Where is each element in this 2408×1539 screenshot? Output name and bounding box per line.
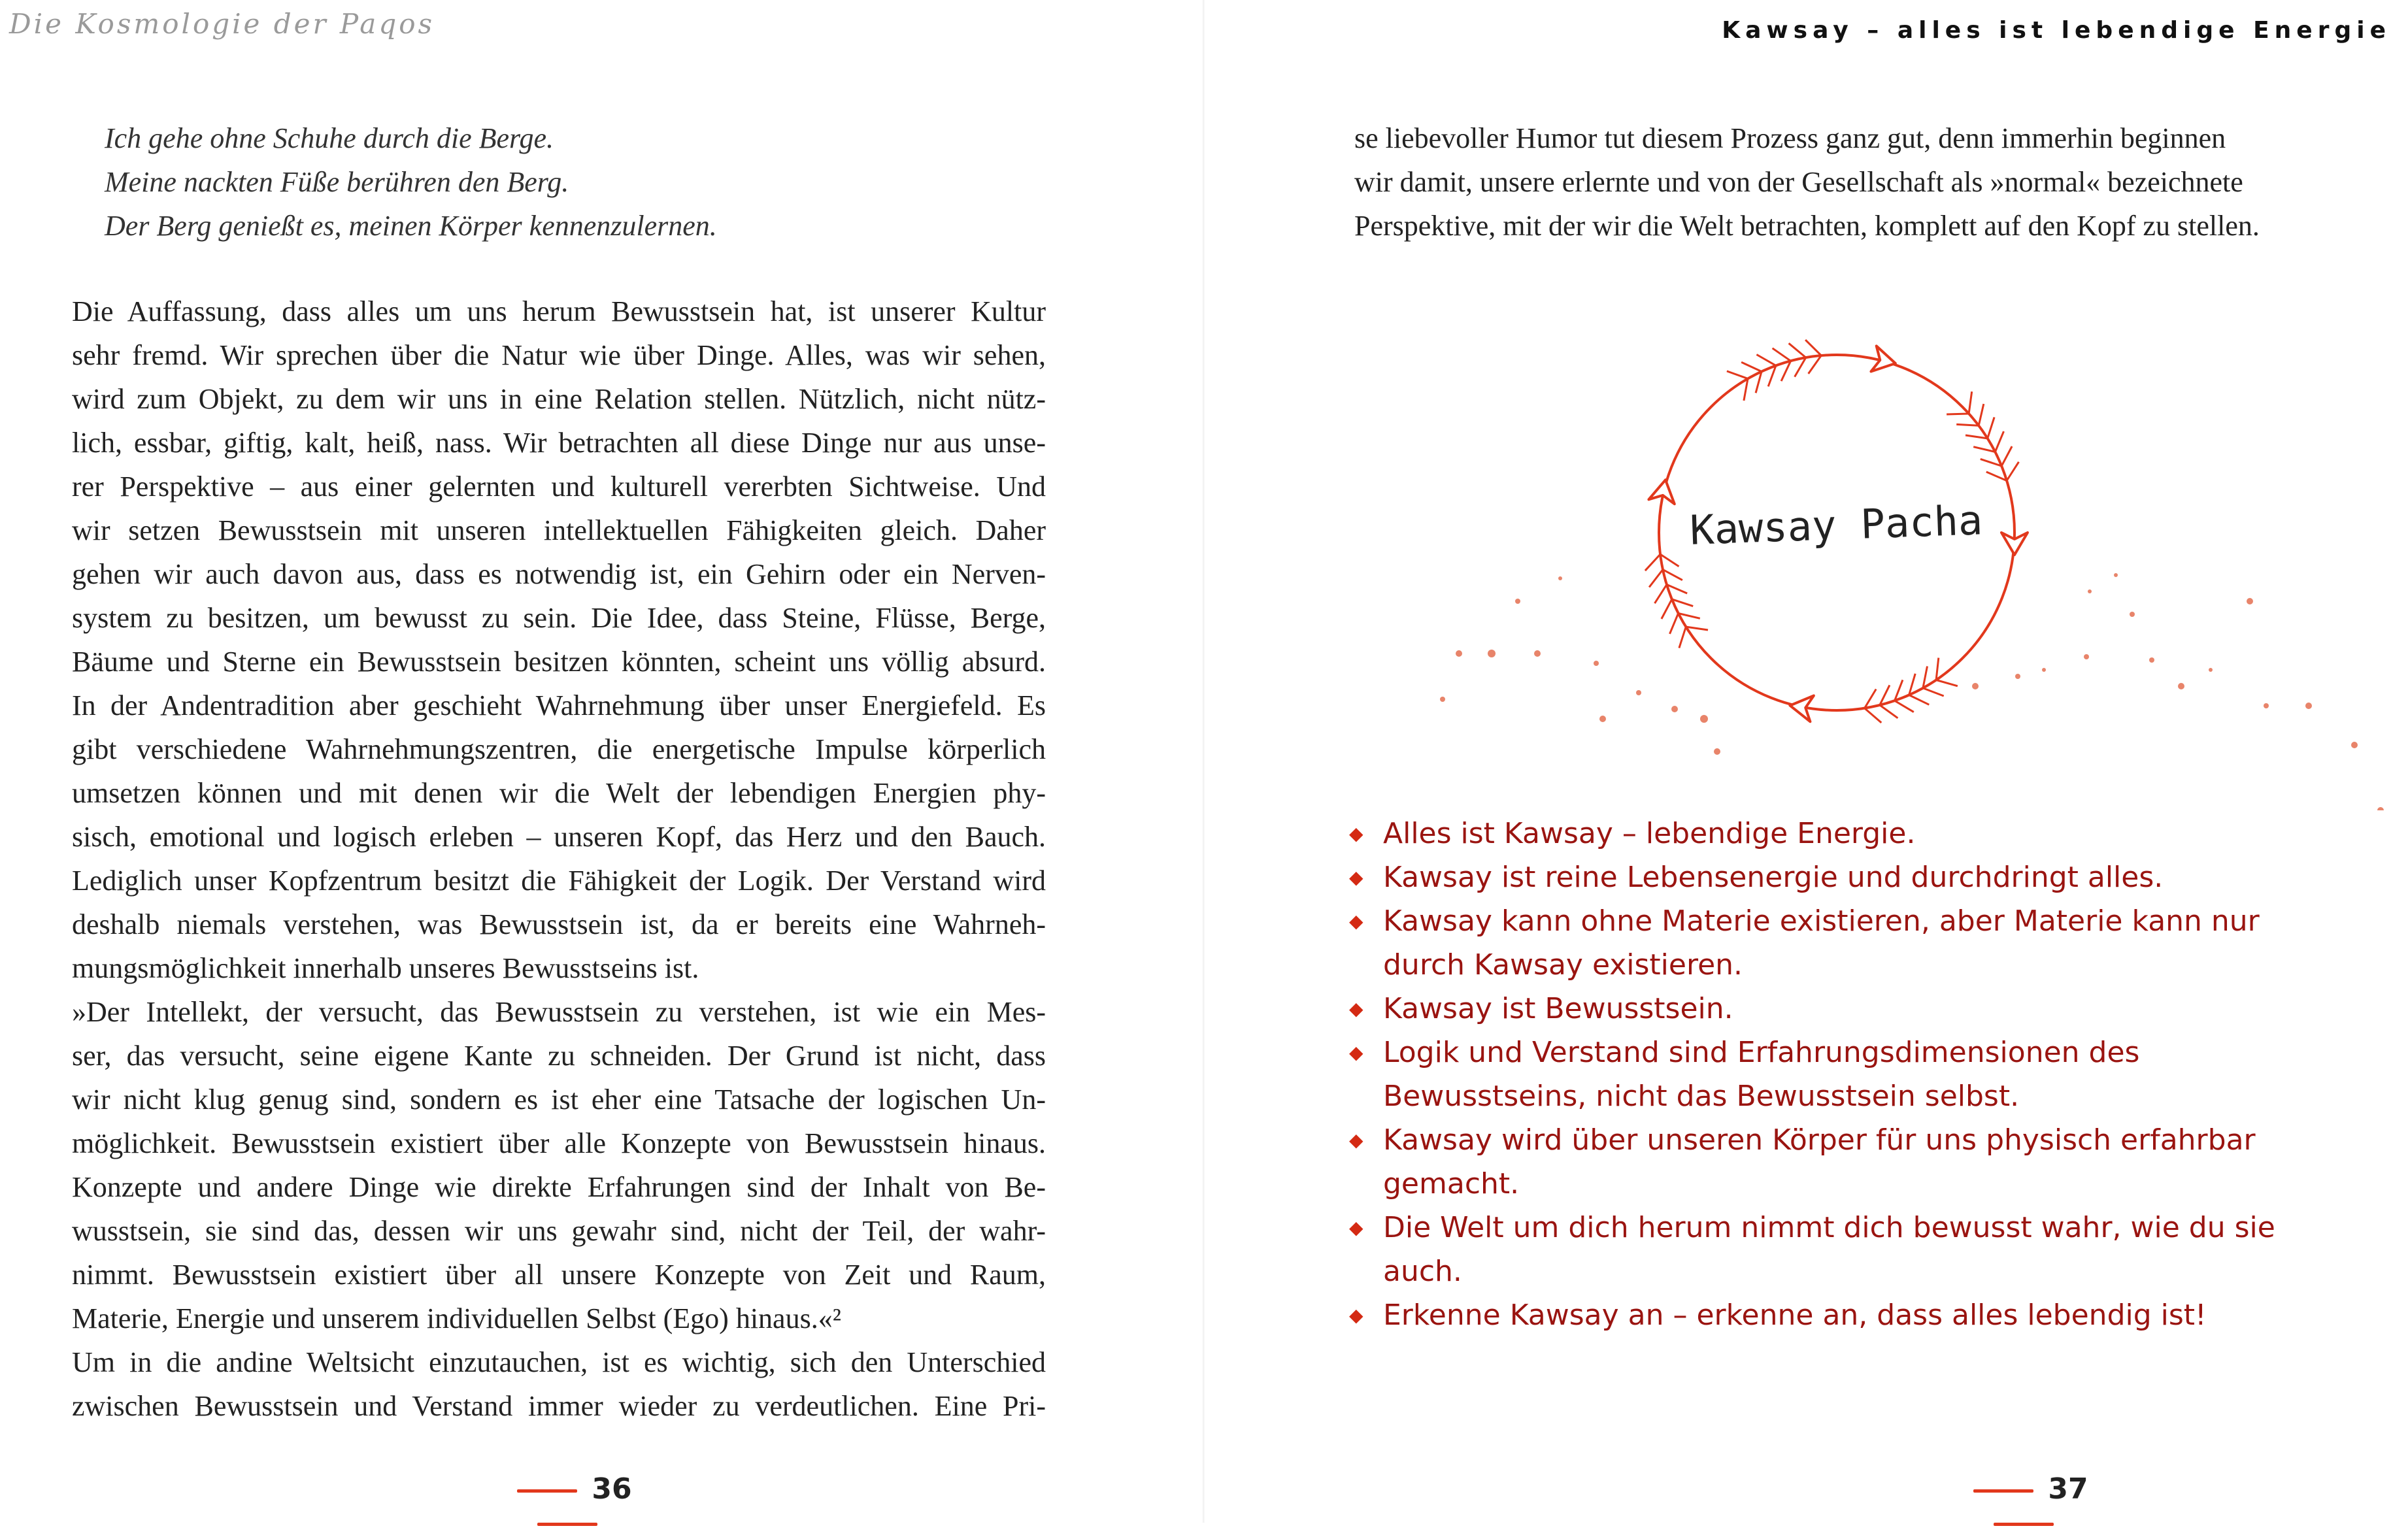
text-line: rer Perspektive – aus einer gelernten und kulturell vererbten Sichtweise. Und [72, 471, 1046, 503]
splatter-dot [2088, 589, 2092, 593]
text-line: Um in die andine Weltsicht einzutauchen, ist es wichtig, sich den Unterschied [72, 1346, 1046, 1378]
bullet-item [1349, 812, 2297, 855]
bullet-item [1349, 987, 2297, 1031]
bullet-list [1349, 812, 2297, 1337]
text-line: wir nicht klug genug sind, sondern es ist eher eine Tatsache der logischen Un- [72, 1084, 1046, 1116]
bullet-item [1349, 855, 2297, 899]
right-body-text [1354, 116, 2260, 248]
bullet-text: Kawsay ist Bewusstsein. [1383, 992, 1733, 1025]
splatter-dot [2178, 683, 2184, 689]
page-number: 36 [592, 1472, 632, 1506]
text-line: ser, das versucht, seine eigene Kante zu schneiden. Der Grund ist nicht, dass [72, 1040, 1046, 1072]
bullet-text: Kawsay kann ohne Materie existieren, aber Materie kann nur durch Kawsay existieren. [1383, 904, 2260, 982]
diamond-bullet-icon: ◆ [1349, 910, 1363, 932]
splatter-dot [1440, 697, 1445, 702]
text-line: Materie, Energie und unserem individuellen Selbst (Ego) hinaus.«² [72, 1302, 841, 1334]
page-number-right [1919, 1472, 2128, 1539]
bullet-text: Kawsay ist reine Lebensenergie und durchdringt alles. [1383, 861, 2164, 894]
splatter-dot [2264, 703, 2269, 708]
folio-dash [537, 1523, 597, 1526]
bullet-item [1349, 1293, 2297, 1337]
splatter-dot [1456, 650, 1462, 657]
text-line: mungsmöglichkeit innerhalb unseres Bewusstseins ist. [72, 952, 699, 984]
page-number-left [463, 1472, 672, 1539]
left-page [0, 0, 1204, 1523]
diamond-bullet-icon: ◆ [1349, 998, 1363, 1019]
splatter-dot [2305, 703, 2312, 709]
splatter-dot [2114, 573, 2118, 577]
text-line: Lediglich unser Kopfzentrum besitzt die Fähigkeit der Logik. Der Verstand wird [72, 865, 1046, 897]
diagram-label: Kawsay Pacha [1689, 496, 1984, 554]
running-title-right: Kawsay – alles ist lebendige Energie [1722, 17, 2391, 44]
splatter-dot [1972, 683, 1979, 689]
splatter-dot [1636, 690, 1641, 695]
arrow-icon [1645, 480, 1708, 648]
text-line: gibt verschiedene Wahrnehmungszentren, die energetische Impulse körperlich [72, 733, 1046, 765]
text-line: möglichkeit. Bewusstsein existiert über alle Konzepte von Bewusstsein hinaus. [72, 1127, 1046, 1159]
folio-dash [1994, 1523, 2054, 1526]
poem-line: Meine nackten Füße berühren den Berg. [105, 166, 569, 198]
folio-dash [517, 1489, 577, 1493]
text-line: umsetzen können und mit denen wir die Welt der lebendigen Energien phy- [72, 777, 1046, 809]
text-line: gehen wir auch davon aus, dass es notwendig ist, ein Gehirn oder ein Nerven- [72, 558, 1046, 590]
text-line: In der Andentradition aber geschieht Wahrnehmung über unser Energiefeld. Es [72, 689, 1046, 721]
text-line: se liebevoller Humor tut diesem Prozess ganz gut, denn immerhin beginnen [1354, 122, 2226, 154]
text-line: wusstsein, sie sind das, dessen wir uns gewahr sind, nicht der Teil, der wahr- [72, 1215, 1046, 1247]
splatter-dot [2015, 674, 2020, 679]
text-line: Die Auffassung, dass alles um uns herum Bewusstsein hat, ist unserer Kultur [72, 295, 1046, 327]
bullet-item [1349, 899, 2297, 987]
splatter-dot [2042, 668, 2046, 672]
text-line: system zu besitzen, um bewusst zu sein. Die Idee, dass Steine, Flüsse, Berge, [72, 602, 1046, 634]
poem [105, 116, 717, 248]
bullet-text: Die Welt um dich herum nimmt dich bewusst wahr, wie du sie auch. [1383, 1211, 2275, 1288]
splatter-dot [1700, 715, 1708, 723]
diamond-bullet-icon: ◆ [1349, 1042, 1363, 1063]
poem-line: Der Berg genießt es, meinen Körper kennenzulernen. [105, 210, 717, 242]
poem-line: Ich gehe ohne Schuhe durch die Berge. [105, 122, 554, 154]
bullet-item [1349, 1031, 2297, 1118]
text-line: sehr fremd. Wir sprechen über die Natur wie über Dinge. Alles, was wir sehen, [72, 339, 1046, 371]
text-line: deshalb niemals verstehen, was Bewusstsein ist, da er bereits eine Wahrneh- [72, 908, 1046, 940]
splatter-dot [1534, 650, 1541, 657]
bullet-item [1349, 1118, 2297, 1206]
splatter-dot [1488, 650, 1496, 657]
diamond-bullet-icon: ◆ [1349, 867, 1363, 888]
splatter-dot [1671, 706, 1678, 712]
text-line: lich, essbar, giftig, kalt, heiß, nass. Wir betrachten all diese Dinge nur aus unse- [72, 427, 1046, 459]
text-line: wir setzen Bewusstsein mit unseren intellektuellen Fähigkeiten gleich. Daher [72, 514, 1046, 546]
arrow-icon [1727, 340, 1896, 401]
diamond-bullet-icon: ◆ [1349, 823, 1363, 844]
text-line: wir damit, unsere erlernte und von der Gesellschaft als »normal« bezeichnete [1354, 166, 2243, 198]
splatter-dot [2149, 657, 2154, 663]
folio-dash [1973, 1489, 2033, 1493]
bullet-text: Erkenne Kawsay an – erkenne an, dass alles lebendig ist! [1383, 1299, 2207, 1332]
text-line: Konzepte und andere Dinge wie direkte Erfahrungen sind der Inhalt von Be- [72, 1171, 1046, 1203]
text-line: nimmt. Bewusstsein existiert über all unsere Konzepte von Zeit und Raum, [72, 1259, 1046, 1291]
left-body-text [72, 290, 1046, 1428]
bullet-text: Alles ist Kawsay – lebendige Energie. [1383, 817, 1916, 850]
bullet-text: Logik und Verstand sind Erfahrungsdimensionen des Bewusstseins, nicht das Bewusstsein selbst. [1383, 1036, 2140, 1113]
splatter-dot [1599, 716, 1606, 722]
text-line: Perspektive, mit der wir die Welt betrachten, komplett auf den Kopf zu stellen. [1354, 210, 2260, 242]
splatter-dot [2084, 654, 2089, 659]
text-line: zwischen Bewusstsein und Verstand immer wieder zu verdeutlichen. Eine Pri- [72, 1390, 1046, 1422]
diamond-bullet-icon: ◆ [1349, 1304, 1363, 1326]
bullet-item [1349, 1206, 2297, 1293]
text-line: Bäume und Sterne ein Bewusstsein besitzen könnten, scheint uns völlig absurd. [72, 646, 1046, 678]
splatter-dot [1558, 576, 1562, 580]
splatter-dot [2351, 742, 2358, 748]
splatter-dot [2130, 612, 2135, 617]
splatter-dot [1714, 748, 1720, 755]
text-line: sisch, emotional und logisch erleben – unseren Kopf, das Herz und den Bauch. [72, 821, 1046, 853]
splatter-dot [1594, 661, 1599, 666]
kawsay-pacha-diagram [1204, 288, 2408, 810]
right-page [1204, 0, 2408, 1523]
diamond-bullet-icon: ◆ [1349, 1217, 1363, 1238]
text-line: wird zum Objekt, zu dem wir uns in eine Relation stellen. Nützlich, nicht nütz- [72, 383, 1046, 415]
paint-splatter [1440, 573, 2384, 810]
page-number: 37 [2048, 1472, 2088, 1506]
text-line: »Der Intellekt, der versucht, das Bewusstsein zu verstehen, ist wie ein Mes- [72, 996, 1046, 1028]
splatter-dot [2247, 598, 2253, 604]
splatter-dot [2377, 807, 2384, 810]
arrow-icon [1790, 658, 1958, 723]
splatter-dot [1515, 599, 1520, 604]
splatter-dot [2209, 668, 2213, 672]
bullet-text: Kawsay wird über unseren Körper für uns physisch erfahrbar gemacht. [1383, 1123, 2256, 1200]
diamond-bullet-icon: ◆ [1349, 1129, 1363, 1151]
running-title-left: Die Kosmologie der Paqos [9, 8, 435, 40]
